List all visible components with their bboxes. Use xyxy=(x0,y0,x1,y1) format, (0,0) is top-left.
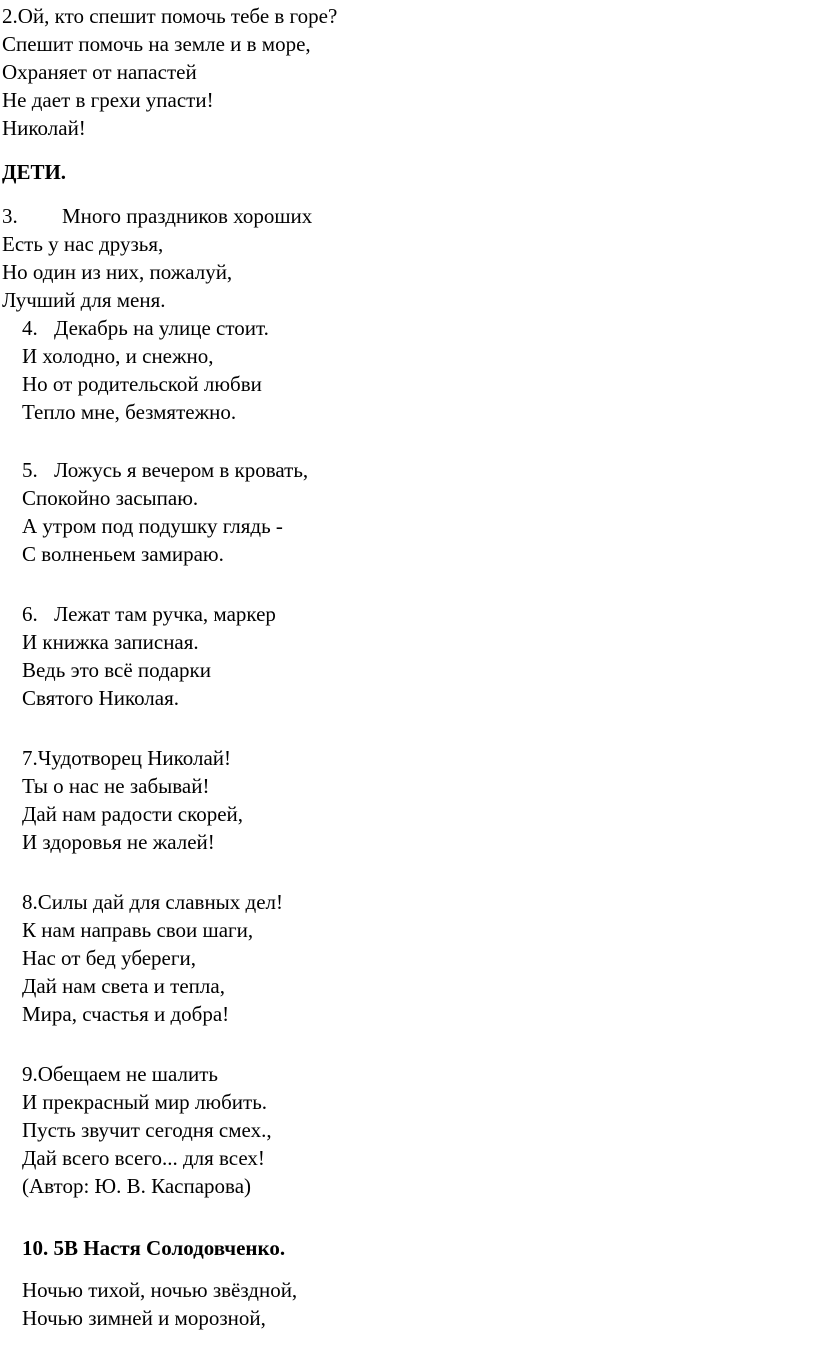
poem-line: Дай нам радости скорей, xyxy=(22,802,244,826)
verse-number: 4. xyxy=(22,316,38,340)
poem-line: Николай! xyxy=(2,116,86,140)
poem-line: Дай всего всего... для всех! xyxy=(22,1146,265,1170)
poem-line: Ложусь я вечером в кровать, xyxy=(54,458,309,482)
poem-line: И холодно, и снежно, xyxy=(22,344,214,368)
poem-line: Святого Николая. xyxy=(22,686,180,710)
poem-line: 9.Обещаем не шалить xyxy=(22,1062,218,1086)
poem-line: Спокойно засыпаю. xyxy=(22,486,199,510)
poem-line: Но от родительской любви xyxy=(22,372,262,396)
poem-line: А утром под подушку глядь - xyxy=(22,514,283,538)
poem-line: Спешит помочь на земле и в море, xyxy=(2,32,311,56)
poem-line: Но один из них, пожалуй, xyxy=(2,260,233,284)
poem-line: Декабрь на улице стоит. xyxy=(54,316,269,340)
poem-line: И книжка записная. xyxy=(22,630,199,654)
poem-line: 7.Чудотворец Николай! xyxy=(22,746,232,770)
poem-line: Нас от бед убереги, xyxy=(22,946,196,970)
poem-line: И прекрасный мир любить. xyxy=(22,1090,268,1114)
poem-line: Не дает в грехи упасти! xyxy=(2,88,214,112)
verse-number: 3. xyxy=(2,204,18,228)
section-heading: 10. 5В Настя Солодовченко. xyxy=(22,1236,286,1260)
poem-line: К нам направь свои шаги, xyxy=(22,918,254,942)
poem-line: С волненьем замираю. xyxy=(22,542,224,566)
poem-line: Лежат там ручка, маркер xyxy=(54,602,276,626)
poem-line: 8.Силы дай для славных дел! xyxy=(22,890,284,914)
author-credit: (Автор: Ю. В. Каспарова) xyxy=(22,1174,252,1198)
poem-line: Ведь это всё подарки xyxy=(22,658,211,682)
poem-line: Лучший для меня. xyxy=(2,288,166,312)
section-heading: ДЕТИ. xyxy=(2,160,67,184)
poem-line: Ночью тихой, ночью звёздной, xyxy=(22,1278,298,1302)
poem-line: Пусть звучит сегодня смех., xyxy=(22,1118,272,1142)
verse-number: 6. xyxy=(22,602,38,626)
verse-number: 5. xyxy=(22,458,38,482)
poem-line: Много праздников хороших xyxy=(62,204,313,228)
poem-line: И здоровья не жалей! xyxy=(22,830,215,854)
poem-line: Тепло мне, безмятежно. xyxy=(22,400,237,424)
poem-line: Ночью зимней и морозной, xyxy=(22,1306,266,1330)
poem-line: Охраняет от напастей xyxy=(2,60,197,84)
poem-line: Есть у нас друзья, xyxy=(2,232,164,256)
poem-line: Ты о нас не забывай! xyxy=(22,774,210,798)
poem-line: 2.Ой, кто спешит помочь тебе в горе? xyxy=(2,4,338,28)
poem-line: Дай нам света и тепла, xyxy=(22,974,225,998)
poem-line: Мира, счастья и добра! xyxy=(22,1002,230,1026)
